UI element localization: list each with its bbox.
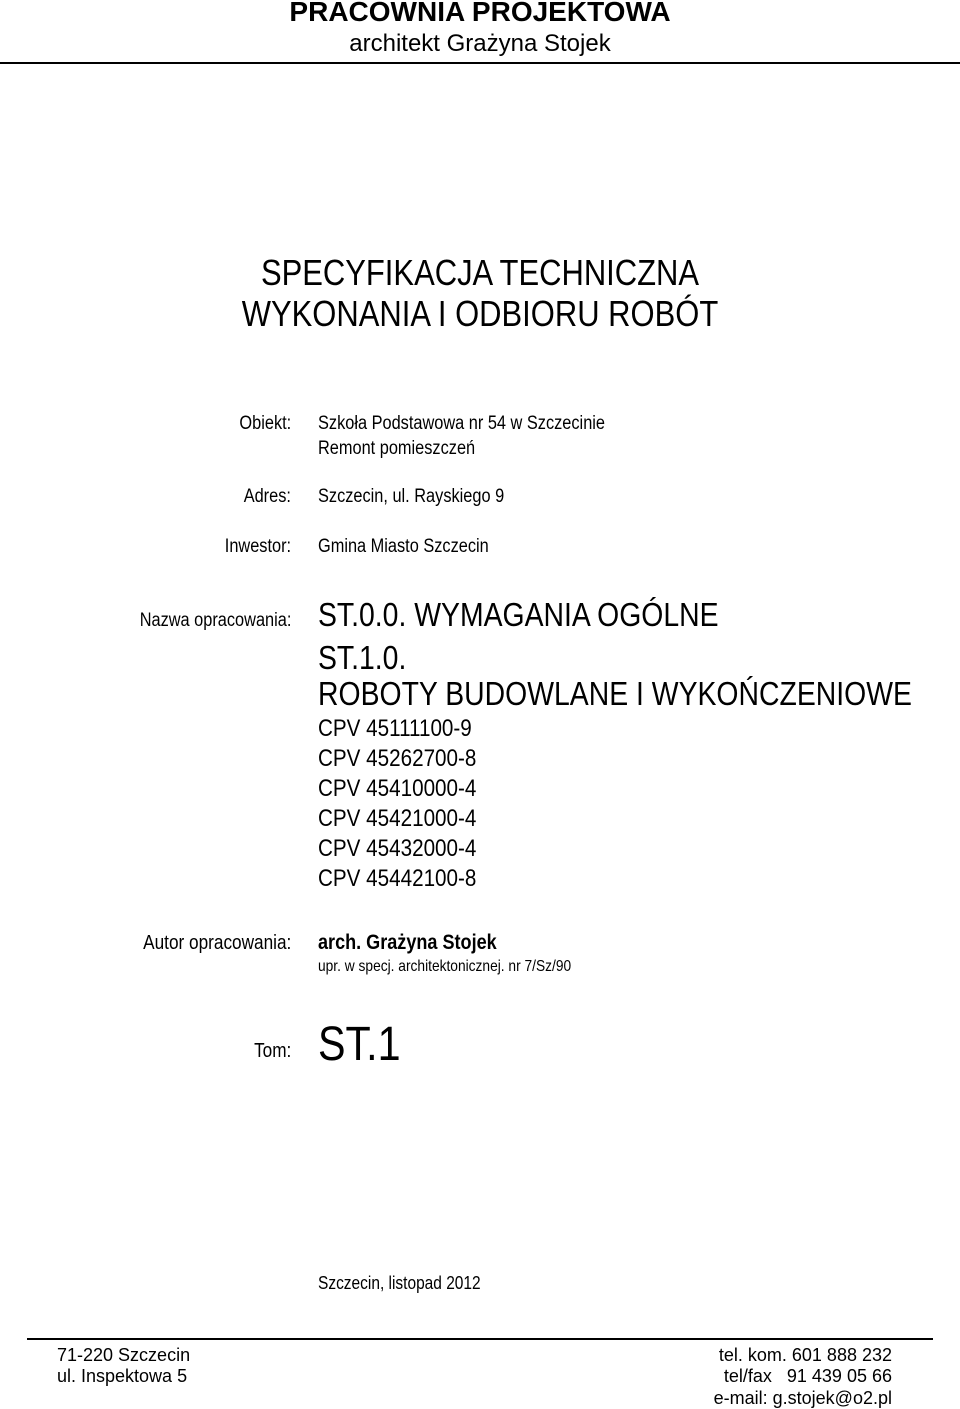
author-name: arch. Grażyna Stojek [318, 931, 497, 954]
footer-street: ul. Inspektowa 5 [57, 1366, 188, 1386]
footer-fax: tel/fax 91 439 05 66 [723, 1366, 892, 1386]
label-obiekt: Obiekt: [239, 413, 291, 434]
obiekt-line-1: Szkoła Podstawowa nr 54 w Szczecinie [318, 413, 605, 434]
inwestor-value: Gmina Miasto Szczecin [318, 536, 489, 557]
label-nazwa-opracowania: Nazwa opracowania: [139, 610, 291, 631]
author-license: upr. w specj. architektonicznej. nr 7/Sz/90 [318, 958, 572, 975]
cpv-code: CPV 45442100-8 [318, 865, 477, 892]
nazwa-line-1: ST.0.0. WYMAGANIA OGÓLNE [318, 596, 719, 633]
obiekt-line-2: Remont pomieszczeń [318, 438, 476, 459]
footer-email: e-mail: g.stojek@o2.pl [713, 1388, 892, 1408]
label-autor-opracowania: Autor opracowania: [142, 932, 291, 954]
label-inwestor: Inwestor: [224, 536, 291, 557]
cpv-code: CPV 45421000-4 [318, 805, 477, 832]
tom-value: ST.1 [318, 1018, 401, 1071]
label-tom: Tom: [253, 1040, 291, 1062]
studio-name: PRACOWNIA PROJEKTOWA [289, 0, 671, 27]
header-divider [0, 62, 960, 64]
footer-postal-city: 71-220 Szczecin [57, 1345, 191, 1365]
footer-divider [27, 1338, 933, 1340]
cpv-code: CPV 45111100-9 [318, 715, 472, 742]
footer-phone: tel. kom. 601 888 232 [718, 1345, 892, 1365]
architect-name: architekt Grażyna Stojek [349, 30, 611, 57]
cpv-code: CPV 45432000-4 [318, 835, 477, 862]
adres-value: Szczecin, ul. Rayskiego 9 [318, 486, 505, 507]
place-date: Szczecin, listopad 2012 [318, 1273, 481, 1293]
document-title-line-2: WYKONANIA I ODBIORU ROBÓT [241, 293, 719, 334]
cpv-code: CPV 45262700-8 [318, 745, 477, 772]
cpv-code: CPV 45410000-4 [318, 775, 477, 802]
nazwa-line-2: ST.1.0. [318, 639, 407, 676]
document-title-line-1: SPECYFIKACJA TECHNICZNA [260, 252, 700, 293]
label-adres: Adres: [243, 486, 291, 507]
nazwa-line-3: ROBOTY BUDOWLANE I WYKOŃCZENIOWE [318, 675, 912, 712]
